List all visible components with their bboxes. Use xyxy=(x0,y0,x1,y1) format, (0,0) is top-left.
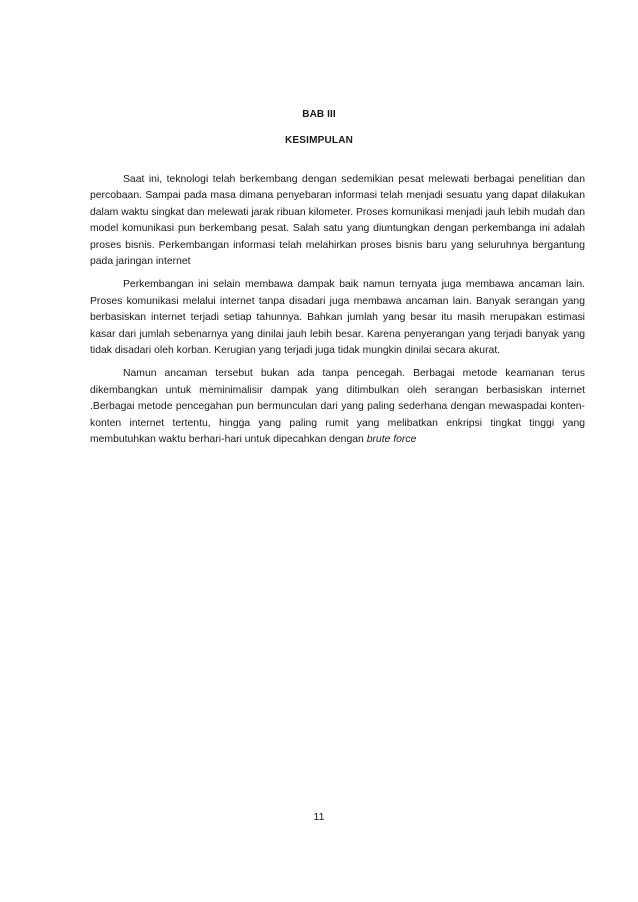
page-number: 11 xyxy=(313,811,325,823)
chapter-heading: BAB III xyxy=(302,109,336,120)
brute-force-term: brute force xyxy=(366,434,417,446)
paragraph-2-text: Perkembangan ini selain membawa dampak baik namun ternyata juga membawa ancaman lain. Proses komunikasi melalui internet tanpa disadari juga membawa ancaman lain. Banyak serangan yang berbasiskan internet terjadi setiap tahunnya. Bahkan jumlah yang besar itu masih merupakan estimasi kasar dari jumlah sebenarnya yang dinilai jauh lebih besar. Karena penyerangan yang terjadi banyak yang tidak disadari oleh korban. Kerugian yang terjadi juga tidak mungkin dinilai secara akurat. xyxy=(90,279,585,357)
paragraph-3-text: Namun ancaman tersebut bukan ada tanpa pencegah. Berbagai metode keamanan terus dikembangkan untuk meminimalisir dampak yang ditimbulkan oleh serangan berbasiskan internet .Berbagai metode pencegahan pun bermunculan dari yang paling sederhana dengan mewaspadai konten-konten internet tertentu, hingga yang paling rumit yang melibatkan enkripsi tingkat tinggi yang membutuhkan waktu berhari-hari untuk dipecahkan dengan xyxy=(90,368,585,446)
paragraph-3 xyxy=(90,366,585,448)
paragraph-2 xyxy=(90,277,585,359)
paragraph-1-text: Saat ini, teknologi telah berkembang dengan sedemikian pesat melewati berbagai penelitian dan percobaan. Sampai pada masa dimana penyebaran informasi telah menjadi sesuatu yang dapat dilakukan dalam waktu singkat dan melewati jarak ribuan kilometer. Proses komunikasi menjadi jauh lebih mudah dan model komunikasi pun berkembang pesat. Salah satu yang diuntungkan dengan perkembanga ini adalah proses bisnis. Perkembangan informasi telah melahirkan proses bisnis baru yang seluruhnya bergantung pada jaringan internet xyxy=(90,174,585,268)
paragraph-1 xyxy=(90,172,585,270)
chapter-title: KESIMPULAN xyxy=(284,135,354,146)
body-text xyxy=(90,172,585,456)
